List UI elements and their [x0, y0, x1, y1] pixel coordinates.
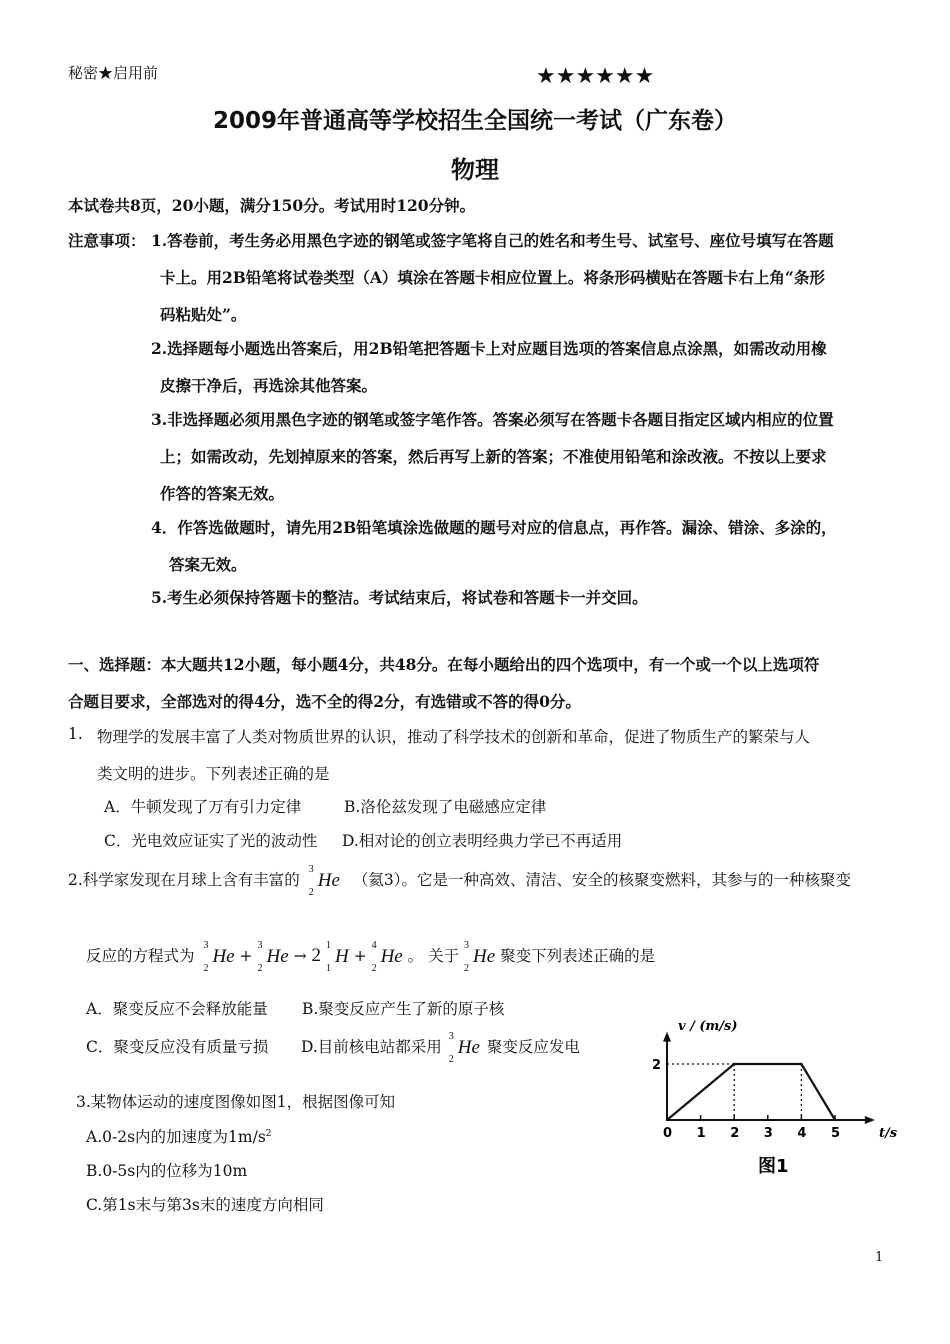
- velocity-segment: [801, 1064, 835, 1120]
- q2-equation-line: [86, 940, 656, 974]
- note-4-line-1: 4．作答选做题时，请先用2B铅笔填涂选做题的题号对应的信息点，再作答。漏涂、错涂、多涂的，: [151, 518, 837, 537]
- note-1-line-3: 码粘贴处”。: [160, 305, 247, 324]
- q2-eq-tail: 聚变下列表述正确的是: [500, 947, 656, 965]
- x-tick-label: 2: [730, 1126, 740, 1141]
- eq-plus-1: +: [239, 947, 253, 965]
- eq-h1-charge: 1: [325, 963, 331, 974]
- note-1-line-1: 1.答卷前，考生务必用黑色字迹的钢笔或签字笔将自己的姓名和考生号、试室号、座位号填写在答题: [151, 231, 834, 250]
- eq-he4-symbol: He: [380, 946, 403, 967]
- x-axis-arrow: [865, 1116, 875, 1124]
- eq-h1-symbol: H: [334, 946, 349, 967]
- q2-option-a: A．聚变反应不会释放能量: [86, 1000, 268, 1018]
- stars-decoration: ★★★★★★: [536, 64, 655, 89]
- notice-label: 注意事项：: [68, 231, 146, 250]
- eq-he3b-symbol: He: [266, 946, 289, 967]
- section-1-heading: 一、选择题：本大题共12小题，每小题4分，共48分。在每小题给出的四个选项中，有一个或一个以上选项符: [68, 655, 820, 674]
- eq-helium-4: [371, 940, 403, 974]
- note-3-line-3: 作答的答案无效。: [160, 484, 285, 503]
- velocity-point: [834, 1119, 836, 1121]
- eq-coefficient: 2: [311, 945, 322, 966]
- page-number: 1: [875, 1250, 884, 1265]
- eq-he3a-symbol: He: [212, 946, 235, 967]
- q1-stem-line-2: 类文明的进步。下列表述正确的是: [97, 765, 330, 783]
- he3-symbol: He: [317, 870, 340, 891]
- note-2-line-1: 2.选择题每小题选出答案后，用2B铅笔把答题卡上对应题目选项的答案信息点涂黑，如需改动用橡: [151, 339, 827, 358]
- x-tick-label: 0: [663, 1126, 673, 1141]
- q2-option-d-pre: D.目前核电站都采用: [301, 1038, 442, 1056]
- note-4-line-2: 答案无效。: [169, 555, 247, 574]
- eq-plus-2: +: [353, 947, 367, 965]
- eq-helium-3-a: [203, 940, 235, 974]
- eq-he3b-charge: 2: [257, 963, 263, 974]
- q2d-he3-mass: 3: [448, 1031, 454, 1042]
- q2-option-d: [301, 1031, 580, 1065]
- chart-y-label: v / (m/s): [678, 1019, 738, 1034]
- helium-3-isotope: [308, 864, 340, 898]
- velocity-point: [666, 1119, 668, 1121]
- velocity-time-chart: [640, 1012, 920, 1182]
- section-1-heading-line-2: 合题目要求，全部选对的得4分，选不全的得2分，有选错或不答的得0分。: [68, 692, 581, 711]
- x-tick-label: 4: [797, 1126, 807, 1141]
- confidential-label: 秘密★启用前: [68, 64, 159, 82]
- eq-he3a-mass: 3: [203, 940, 209, 951]
- eq-he3b-mass: 3: [257, 940, 263, 951]
- q3-stem: 3.某物体运动的速度图像如图1，根据图像可知: [76, 1093, 396, 1111]
- q2-option-c: C．聚变反应没有质量亏损: [86, 1038, 269, 1056]
- q2-option-d-post: 聚变反应发电: [486, 1038, 580, 1056]
- velocity-segment: [667, 1064, 734, 1120]
- q1-option-d: D.相对论的创立表明经典力学已不再适用: [342, 832, 623, 850]
- eq-he3c-charge: 2: [464, 963, 470, 974]
- eq-h1-mass: 1: [325, 940, 331, 951]
- y-tick-label: 2: [652, 1058, 662, 1073]
- q1-option-c: C．光电效应证实了光的波动性: [104, 832, 318, 850]
- eq-he4-charge: 2: [371, 963, 377, 974]
- q2d-he3-charge: 2: [448, 1054, 454, 1065]
- note-3-line-1: 3.非选择题必须用黑色字迹的钢笔或签字笔作答。答案必须写在答题卡各题目指定区域内相应的位置: [151, 410, 834, 429]
- q2-d-helium-3: [448, 1031, 480, 1065]
- he3-charge-number: 2: [308, 887, 314, 898]
- eq-he3c-mass: 3: [464, 940, 470, 951]
- note-1-line-2: 卡上。用2B铅笔将试卷类型（A）填涂在答题卡相应位置上。将条形码横贴在答题卡右上角“条形: [160, 268, 825, 287]
- chart-title: 图1: [758, 1156, 789, 1177]
- q2d-he3-symbol: He: [457, 1037, 480, 1058]
- q2-eq-pre: 反应的方程式为: [86, 947, 195, 965]
- velocity-point: [800, 1063, 802, 1065]
- note-2-line-2: 皮擦干净后，再选涂其他答案。: [160, 376, 378, 395]
- page-title: 2009年普通高等学校招生全国统一考试（广东卷）: [212, 108, 737, 134]
- q2-option-b: B.聚变反应产生了新的原子核: [302, 1000, 505, 1018]
- x-tick-label: 1: [696, 1126, 706, 1141]
- eq-he3c-symbol: He: [473, 946, 496, 967]
- eq-he3a-charge: 2: [203, 963, 209, 974]
- q2-stem: [68, 864, 851, 898]
- q3-option-a-exponent: 2: [265, 1128, 272, 1139]
- y-axis-arrow: [663, 1032, 671, 1042]
- eq-hydrogen-1: [325, 940, 349, 974]
- note-5-line-1: 5.考生必须保持答题卡的整洁。考试结束后，将试卷和答题卡一并交回。: [151, 588, 648, 607]
- q1-option-a: A．牛顿发现了万有引力定律: [104, 798, 302, 816]
- q3-option-b: B.0-5s内的位移为10m: [86, 1162, 248, 1180]
- x-tick-label: 3: [763, 1126, 773, 1141]
- x-tick-label: 5: [831, 1126, 841, 1141]
- chart-x-label: t/s: [879, 1126, 898, 1141]
- q3-option-a-text: A.0-2s内的加速度为1m/s: [86, 1128, 266, 1146]
- eq-helium-3-b: [257, 940, 289, 974]
- q1-stem-line-1: 物理学的发展丰富了人类对物质世界的认识，推动了科学技术的创新和革命，促进了物质生产的繁荣与人: [97, 728, 811, 746]
- q2-eq-post: 。 关于: [407, 947, 460, 965]
- q1-option-b: B.洛伦兹发现了电磁感应定律: [344, 798, 547, 816]
- chart-series: [666, 1063, 836, 1121]
- exam-summary: 本试卷共8页，20小题，满分150分。考试用时120分钟。: [68, 196, 476, 215]
- eq-arrow: →: [293, 947, 307, 965]
- subject-title: 物理: [451, 156, 499, 184]
- chart-axes: [663, 1032, 875, 1124]
- chart-ticks: [652, 1058, 840, 1141]
- q3-option-c: C.第1s末与第3s末的速度方向相同: [86, 1196, 324, 1214]
- eq-he4-mass: 4: [371, 940, 377, 951]
- q2-stem-pre: 2.科学家发现在月球上含有丰富的: [68, 871, 300, 889]
- chart-guides: [667, 1064, 801, 1120]
- q2-stem-post: （氦3）。它是一种高效、清洁、安全的核聚变燃料，其参与的一种核聚变: [352, 871, 851, 889]
- q3-option-a: [86, 1125, 272, 1147]
- note-3-line-2: 上；如需改动，先划掉原来的答案，然后再写上新的答案；不准使用铅笔和涂改液。不按以上要求: [160, 447, 827, 466]
- velocity-point: [733, 1063, 735, 1065]
- q1-number: 1.: [68, 725, 83, 743]
- he3-mass-number: 3: [308, 864, 314, 875]
- eq-helium-3-c: [464, 940, 496, 974]
